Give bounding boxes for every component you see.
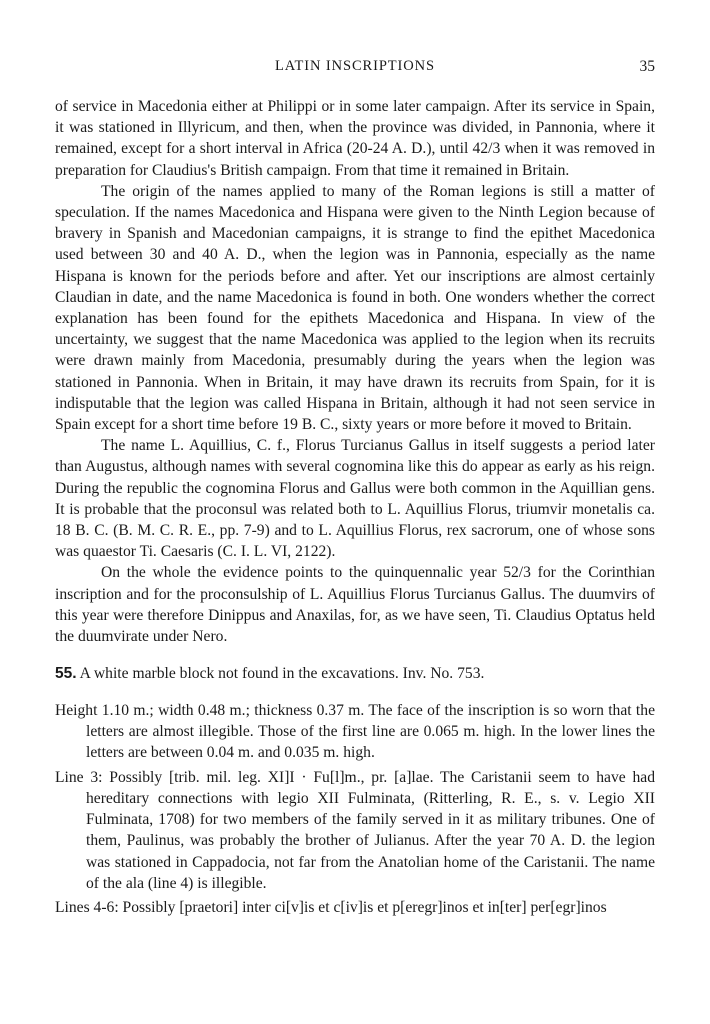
paragraph-aquillius-name: The name L. Aquillius, C. f., Florus Turcianus Gallus in itself suggests a period later than Augustus, although names with several cognomina like this do appear as early as his reign. During the republic the cognomina Florus and Gallus were both common in the Aquillian gens. It is probable that the proconsul was related both to L. Aquillius Florus, triumvir monetalis ca. 18 B. C. (B. M. C. R. E., pp. 7-9) and to L. Aquillius Florus, rex sacrorum, one of whose sons was quaestor Ti. Caesaris (C. I. L. VI, 2122). [55, 437, 655, 561]
running-title: LATIN INSCRIPTIONS [275, 58, 435, 74]
entry-number: 55. [55, 665, 77, 683]
note-line-3: Line 3: Possibly [trib. mil. leg. XI]I · Fu[l]m., pr. [a]lae. The Caristanii seem to have had hereditary connections with legio XII Fulminata, (Ritterling, R. E., s. v. Legio XII Fulminata, 1708) for two members of the family served in it as military tribunes. One of them, Paulinus, was probably the brother of Julianus. After the year 70 A. D. the legion was stationed in Cappadocia, not far from the Anatolian home of the Caristanii. The name of the ala (line 4) is illegible. [55, 768, 655, 892]
paragraph-continuation: of service in Macedonia either at Philippi or in some later campaign. After its service in Spain, it was stationed in Illyricum, and then, when the province was divided, in Pannonia, where it remained, except for a short interval in Africa (20-24 A. D.), until 42/3 when it was removed in preparation for Claudius's British campaign. From that time it remained in Britain. [55, 98, 655, 179]
inscription-entry [55, 663, 655, 684]
main-text [55, 96, 655, 918]
paragraph-legion-names: The origin of the names applied to many of the Roman legions is still a matter of speculation. If the names Macedonica and Hispana were given to the Ninth Legion because of bravery in Spanish and Macedonian campaigns, it is strange to find the epithet Macedonica used between 30 and 40 A. D., when the legion was in Pannonia, especially as the name Hispana is known for the periods before and after. Yet our inscriptions are almost certainly Claudian in date, and the name Macedonica is found in both. One wonders whether the correct explanation has been found for the epithets Macedonica and Hispana. In view of the uncertainty, we suggest that the name Macedonica was applied to the legion when its recruits were drawn mainly from Macedonia, presumably during the years when the legion was stationed in Pannonia. When in Britain, it may have drawn its recruits from Spain, for it is indisputable that the legion was called Hispana in Britain, although it had not seen service in Spain except for a short time before 19 B. C., sixty years or more before it moved to Britain. [55, 182, 655, 434]
running-head [55, 58, 655, 78]
page-number: 35 [639, 58, 655, 75]
note-dimensions: Height 1.10 m.; width 0.48 m.; thickness 0.37 m. The face of the inscription is so worn that the letters are almost illegible. Those of the first line are 0.065 m. high. In the lower lines the letters are between 0.04 m. and 0.035 m. high. [55, 702, 655, 762]
note-lines-4-6: Lines 4-6: Possibly [praetori] inter ci[v]is et c[iv]is et p[eregr]inos et in[ter] per[egr]inos [55, 898, 607, 916]
entry-title: A white marble block not found in the excavations. Inv. No. 753. [79, 665, 485, 683]
paragraph-conclusion: On the whole the evidence points to the quinquennalic year 52/3 for the Corinthian inscription and for the proconsulship of L. Aquillius Florus Turcianus Gallus. The duumvirs of this year were therefore Dinippus and Anaxilas, for, as we have seen, Ti. Claudius Optatus held the duumvirate under Nero. [55, 564, 655, 646]
